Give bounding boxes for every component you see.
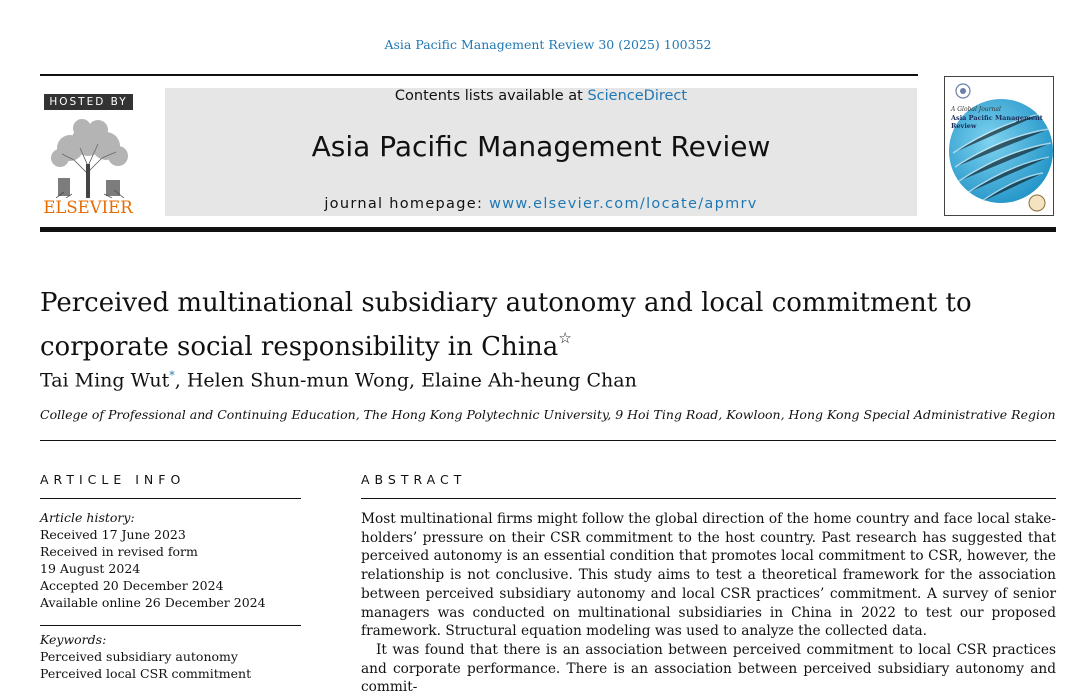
article-title [40,286,1070,365]
article-info-heading: ARTICLE INFO [40,472,186,487]
author-name[interactable]: Tai Ming Wut [40,369,170,392]
abstract-paragraph: Most multinational firms might follow the global direction of the home country and face local stake-holders’ pressure on their CSR commitment to the host country. Past research has suggested that perceived autonomy is an essential condition that promotes local commitment to CSR, however, the relationship is not conclusive. This study aims to test a theoretical framework for the association between perceived subsidiary autonomy and local CSR practices’ commitment. A survey of senior managers was conducted on multinational subsidiaries in China in 2022 to test our proposed framework. Structural equation modeling was used to analyze the collected data. [361,511,1056,640]
article-title-text: Perceived multinational subsidiary autonomy and local commitment to corporate social responsibility in China [40,288,972,362]
journal-title: Asia Pacific Management Review [311,130,771,163]
journal-header-box [165,88,917,216]
cover-title: Asia Pacific Management Review [951,114,1043,130]
elsevier-wordmark: ELSEVIER [43,198,133,217]
section-divider [40,440,1056,441]
history-entry: Received 17 June 2023 [40,527,186,542]
author-affiliation: College of Professional and Continuing Education, The Hong Kong Polytechnic University, 9 Hoi Ting Road, Kowloon, Hong Kong Special Administrative Region [40,407,1056,422]
article-history-label: Article history: [40,510,135,525]
keywords [40,631,251,682]
keyword-item: Perceived local CSR commitment [40,666,252,681]
sciencedirect-link[interactable]: ScienceDirect [587,88,688,104]
keywords-rule [40,625,301,626]
abstract-paragraph: It was found that there is an association between perceived commitment to local CSR practices and corporate performance. There is an association between perceived subsidiary autonomy and commit- [361,641,1056,696]
contents-prefix: Contents lists available at [394,88,588,104]
keyword-item: Perceived subsidiary autonomy [40,649,238,664]
homepage-prefix: journal homepage: [324,196,490,212]
keywords-label: Keywords: [40,632,107,647]
cover-globe-icon [945,77,1054,216]
history-entry: 19 August 2024 [40,561,141,576]
contents-available-line [165,88,917,104]
coauthor-names: , Helen Shun-mun Wong, Elaine Ah-heung Chan [174,369,637,392]
elsevier-tree-icon [44,114,134,198]
header-bottom-rule [40,227,1056,232]
journal-homepage-link[interactable]: www.elsevier.com/locate/apmrv [489,196,758,212]
journal-reference-link[interactable]: Asia Pacific Management Review 30 (2025) 100352 [384,37,712,52]
corresponding-author-mark[interactable]: * [169,369,175,382]
history-entry: Available online 26 December 2024 [40,595,266,610]
journal-cover-image[interactable] [944,76,1054,216]
hosted-by-label: HOSTED BY [44,94,133,110]
abstract-heading: ABSTRACT [361,472,467,487]
article-info-rule [40,498,301,499]
funding-note-star-icon[interactable]: ☆ [558,329,572,347]
history-entry: Accepted 20 December 2024 [40,578,224,593]
abstract-body [361,510,1056,697]
publisher-logo[interactable] [40,94,136,218]
author-list [40,369,637,391]
abstract-rule [361,498,1056,499]
journal-homepage-line [165,196,917,212]
cover-tagline: A Global Journal [951,106,1001,113]
history-entry: Received in revised form [40,544,198,559]
header-top-rule [40,74,918,76]
article-history [40,509,266,611]
